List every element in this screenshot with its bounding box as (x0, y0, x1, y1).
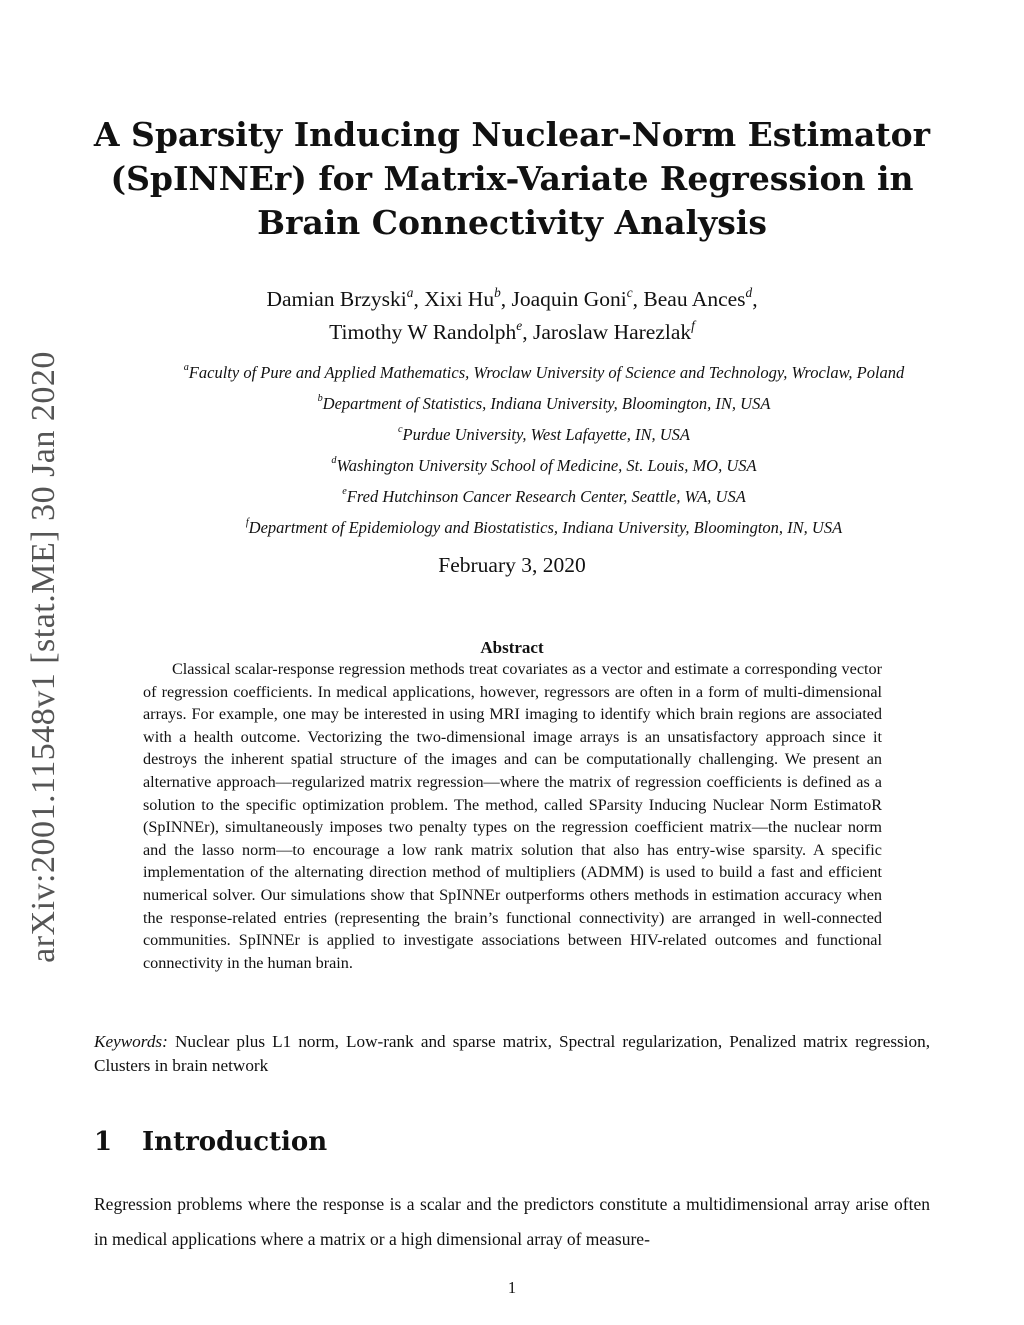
author-line-1: Damian Brzyski$^a$, Xixi Hu$^b$, Joaquin Goni$^c$, Beau Ances$^d$, (266, 284, 758, 311)
author-name: Jaroslaw Harezlak (532, 320, 692, 344)
keywords-label: Keywords: (94, 1032, 168, 1051)
keywords (94, 1030, 930, 1078)
author-sup: c (626, 284, 633, 300)
affiliation (100, 388, 988, 419)
affiliations (100, 357, 988, 543)
author-sup: f (691, 317, 695, 333)
author-line-2: Timothy W Randolph$^e$, Jaroslaw Harezlak$^f$ (329, 317, 695, 344)
affiliation-sup: d (331, 455, 337, 467)
author-sup: e (516, 317, 523, 333)
author-name: Damian Brzyski (266, 287, 407, 311)
body-paragraph: Regression problems where the response is a scalar and the predictors constitute a multidimensional array arise often in medical applications where a matrix or a high dimensional array of measure- (94, 1194, 930, 1249)
author-name: Joaquin Goni (511, 287, 627, 311)
section-title: Introduction (142, 1127, 328, 1157)
author-name: Beau Ances (643, 287, 746, 311)
affiliation-sup: e (342, 486, 347, 498)
author-name: Xixi Hu (424, 287, 495, 311)
affiliation-text: Faculty of Pure and Applied Mathematics, Wroclaw University of Science and Technology, Wroclaw, Poland (188, 363, 905, 382)
affiliation-text: Department of Epidemiology and Biostatistics, Indiana University, Bloomington, IN, USA (248, 518, 843, 537)
title-line-3: Brain Connectivity Analysis (257, 203, 767, 242)
affiliation (100, 450, 988, 481)
author-name: Timothy W Randolph (329, 320, 517, 344)
affiliation (100, 357, 988, 388)
publication-date: February 3, 2020 (438, 553, 586, 577)
affiliation (100, 512, 988, 543)
author-sup: a (406, 284, 414, 300)
affiliation-sup: b (317, 393, 323, 405)
title-line-2: (SpINNEr) for Matrix-Variate Regression in (110, 159, 914, 198)
affiliation-text: Washington University School of Medicine, St. Louis, MO, USA (336, 456, 757, 475)
affiliation-sup: c (397, 424, 403, 436)
author-sup: b (494, 284, 501, 300)
paper-title (80, 113, 944, 245)
section-number: 1 (94, 1127, 113, 1157)
section-heading (94, 1127, 327, 1157)
arxiv-stamp-text: arXiv:2001.11548v1 [stat.ME] 30 Jan 2020 (25, 351, 62, 963)
abstract-heading: Abstract (480, 638, 544, 657)
keywords-text: Nuclear plus L1 norm, Low-rank and sparse matrix, Spectral regularization, Penalized matrix regression, Clusters in brain network (94, 1032, 931, 1075)
abstract-text: Classical scalar-response regression methods treat covariates as a vector and estimate a corresponding vector of regression coefficients. In medical applications, however, regressors are often in a form of multi-dimensional arrays. For example, one may be interested in using MRI imaging to identify which brain regions are associated with a health outcome. Vectorizing the two-dimensional image arrays is an unsatisfactory approach since it destroys the inherent spatial structure of the images and can be computationally challenging. We present an alternative approach—regularized matrix regression—where the matrix of regression coefficients is defined as a solution to the specific optimization problem. The method, called SParsity Inducing Nuclear Norm EstimatoR (SpINNEr), simultaneously imposes two penalty types on the regression coefficient matrix—the nuclear norm and the lasso norm—to encourage a low rank matrix solution that also has entry-wise sparsity. A specific implementation of the alternating direction method of multipliers (ADMM) is used to build a fast and efficient numerical solver. Our simulations show that SpINNEr outperforms others methods in estimation accuracy when the response-related entries (representing the brain’s functional connectivity) are arranged in well-connected communities. SpINNEr is applied to investigate associations between HIV-related outcomes and functional connectivity in the human brain. (143, 660, 882, 972)
affiliation (100, 419, 988, 450)
affiliation-sup: f (245, 517, 249, 529)
affiliation-text: Department of Statistics, Indiana University, Bloomington, IN, USA (322, 394, 771, 413)
affiliation-sup: a (183, 362, 189, 374)
affiliation (100, 481, 988, 512)
page-number: 1 (507, 1278, 517, 1297)
affiliation-text: Fred Hutchinson Cancer Research Center, Seattle, WA, USA (346, 487, 746, 506)
author-list (100, 283, 924, 349)
author-sup: d (745, 284, 753, 300)
title-line-1: A Sparsity Inducing Nuclear-Norm Estimator (93, 115, 931, 154)
affiliation-text: Purdue University, West Lafayette, IN, USA (402, 425, 691, 444)
